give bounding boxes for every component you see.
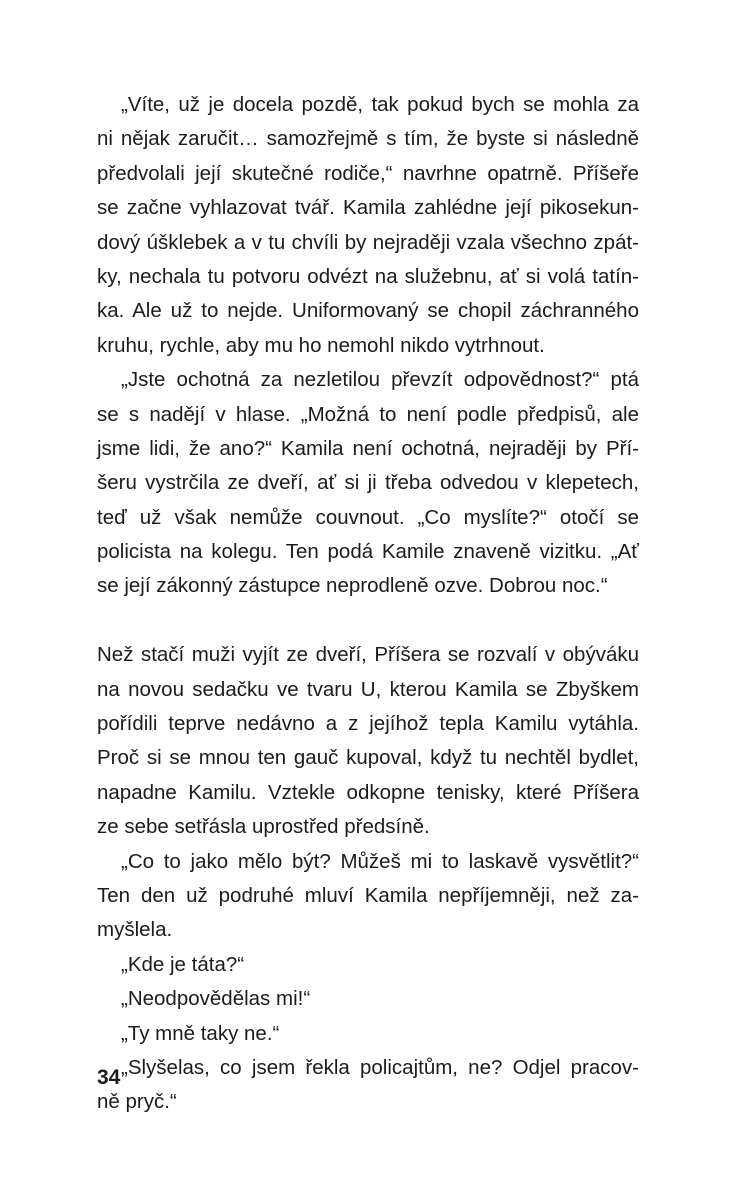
text-line: ně pryč.“ bbox=[97, 1090, 177, 1114]
text-line: policista na kolegu. Ten podá Kamile znaveně vizitku. „Ať bbox=[97, 540, 639, 564]
text-line: pořídili teprve nedávno a z jejíhož tepla Kamilu vytáhla. bbox=[97, 712, 639, 736]
text-line: ze sebe setřásla uprostřed předsíně. bbox=[97, 815, 430, 839]
text-line: Proč si se mnou ten gauč kupoval, když tu nechtěl bydlet, bbox=[97, 746, 639, 770]
text-line: šeru vystrčila ze dveří, ať si ji třeba odvedou v klepetech, bbox=[97, 471, 639, 495]
text-line: se její zákonný zástupce neprodleně ozve. Dobrou noc.“ bbox=[97, 574, 608, 598]
section-break bbox=[97, 604, 639, 638]
text-line: ni nějak zaručit… samozřejmě s tím, že byste si následně bbox=[97, 127, 639, 151]
text-line: „Kde je táta?“ bbox=[121, 952, 245, 976]
text-line: kruhu, rychle, aby mu ho nemohl nikdo vytrhnout. bbox=[97, 333, 545, 357]
text-line: se začne vyhlazovat tvář. Kamila zahlédne její pikosekun- bbox=[97, 196, 639, 220]
text-line: Ten den už podruhé mluví Kamila nepříjemněji, než za- bbox=[97, 883, 639, 907]
text-line: na novou sedačku ve tvaru U, kterou Kamila se Zbyškem bbox=[97, 677, 639, 701]
text-line: dový úšklebek a v tu chvíli by nejraději vzala všechno zpát- bbox=[97, 230, 639, 254]
text-line: myšlela. bbox=[97, 918, 173, 942]
text-line: „Ty mně taky ne.“ bbox=[121, 1021, 280, 1045]
text-line: Než stačí muži vyjít ze dveří, Příšera se rozvalí v obýváku bbox=[97, 643, 639, 667]
text-line: „Neodpovědělas mi!“ bbox=[121, 987, 311, 1011]
text-line: „Slyšelas, co jsem řekla policajtům, ne? Odjel pracov- bbox=[121, 1055, 639, 1079]
text-line: „Co to jako mělo být? Můžeš mi to laskavě vysvětlit?“ bbox=[121, 849, 639, 873]
text-line: „Jste ochotná za nezletilou převzít odpovědnost?“ ptá bbox=[121, 368, 639, 392]
text-line: předvolali její skutečné rodiče,“ navrhne opatrně. Příšeře bbox=[97, 161, 639, 185]
text-line: „Víte, už je docela pozdě, tak pokud bych se mohla za bbox=[121, 93, 639, 116]
text-line: teď už však nemůže couvnout. „Co myslíte?“ otočí se bbox=[97, 505, 639, 529]
text-line: ka. Ale už to nejde. Uniformovaný se chopil záchranného bbox=[97, 299, 639, 323]
book-page-text bbox=[97, 88, 639, 1120]
text-line: se s nadějí v hlase. „Možná to není podle předpisů, ale bbox=[97, 402, 639, 426]
text-line: jsme lidi, že ano?“ Kamila není ochotná, nejraději by Pří- bbox=[97, 436, 639, 460]
text-line: napadne Kamilu. Vztekle odkopne tenisky, které Příšera bbox=[97, 780, 639, 804]
page-number: 34 bbox=[97, 1066, 121, 1089]
text-line: ky, nechala tu potvoru odvézt na služebnu, ať si volá tatín- bbox=[97, 264, 639, 288]
